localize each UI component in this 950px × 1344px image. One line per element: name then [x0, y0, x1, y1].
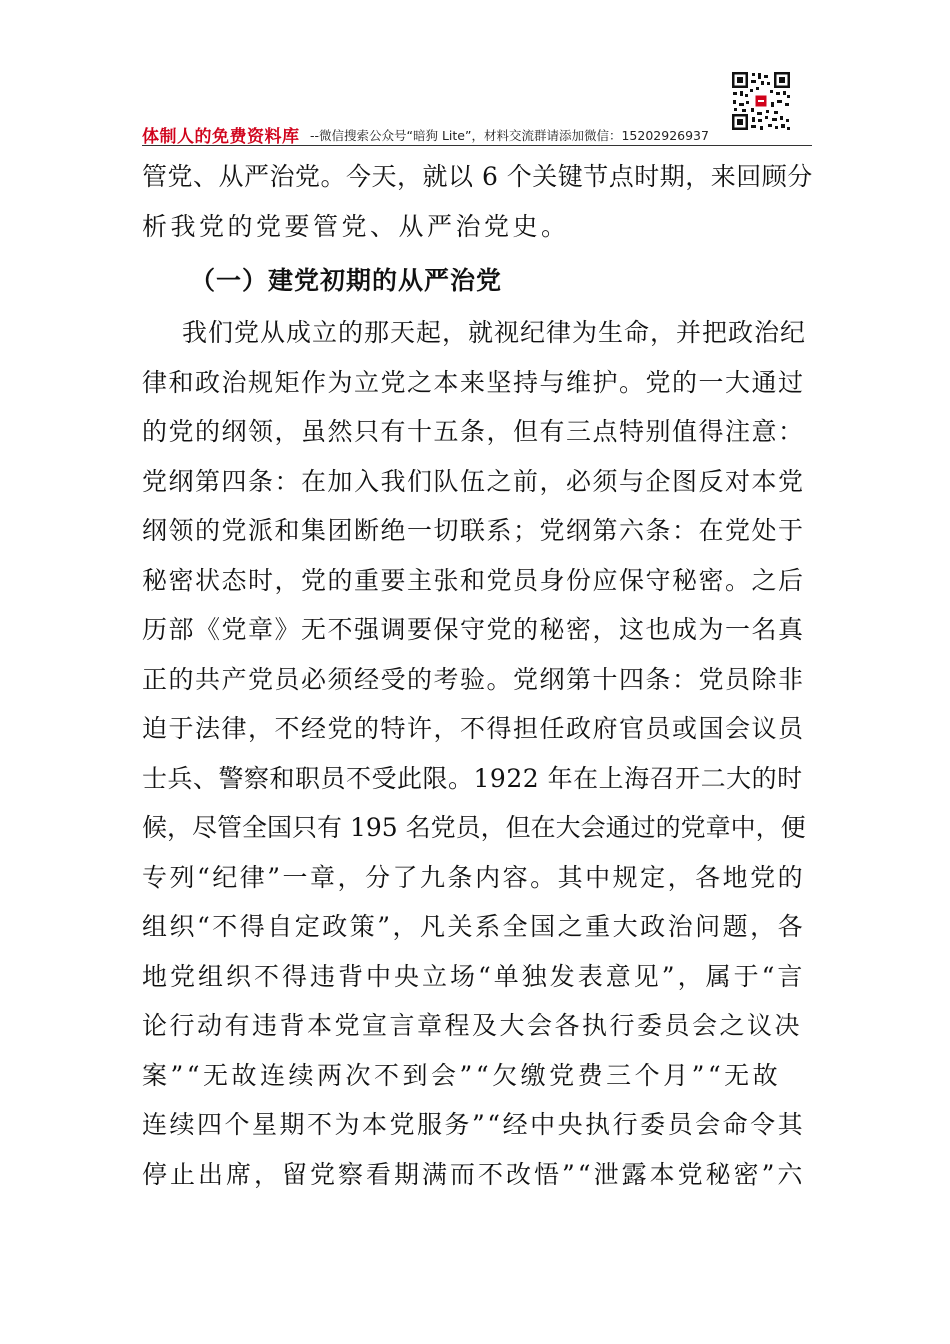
body-line: 组织“不得自定政策”，凡关系全国之重大政治问题，各 — [142, 912, 806, 941]
body-line: 士兵、警察和职员不受此限。1922 年在上海召开二大的时 — [142, 764, 803, 793]
body-line: 候，尽管全国只有 195 名党员，但在大会通过的党章中，便 — [142, 813, 806, 842]
body-line: 专列“纪律”一章，分了九条内容。其中规定，各地党的 — [142, 863, 806, 892]
body-line: 纲领的党派和集团断绝一切联系；党纲第六条：在党处于 — [142, 516, 805, 545]
body-line: 案”“无故连续两次不到会”“欠缴党费三个月”“无故 — [142, 1061, 782, 1090]
body-line: 迫于法律，不经党的特许，不得担任政府官员或国会议员 — [142, 714, 805, 743]
watermark-header — [142, 118, 812, 148]
body-line: 律和政治规矩作为立党之本来坚持与维护。党的一大通过 — [142, 368, 805, 397]
body-line: 党纲第四条：在加入我们队伍之前，必须与企图反对本党 — [142, 467, 805, 496]
body-line: 我们党从成立的那天起，就视纪律为生命，并把政治纪 — [182, 318, 807, 347]
body-line: 秘密状态时，党的重要主张和党员身份应保守秘密。之后 — [142, 566, 805, 595]
body-line: 论行动有违背本党宣言章程及大会各执行委员会之议决 — [142, 1011, 803, 1040]
section-heading: （一）建党初期的从严治党 — [190, 266, 503, 295]
body-line: 管党、从严治党。今天，就以 6 个关键节点时期，来回顾分 — [142, 162, 813, 191]
header-divider — [142, 145, 812, 146]
body-line: 停止出席，留党察看期满而不改悟”“泄露本党秘密”六 — [142, 1160, 806, 1189]
body-line: 的党的纲领，虽然只有十五条，但有三点特别值得注意： — [142, 417, 805, 446]
header-tagline: --微信搜索公众号“暗狗 Lite”，材料交流群请添加微信：15202926937 — [310, 128, 709, 143]
body-line: 连续四个星期不为本党服务”“经中央执行委员会命令其 — [142, 1110, 806, 1139]
body-line: 地党组织不得违背中央立场“单独发表意见”，属于“言 — [142, 962, 806, 991]
brand-name: 体制人的免费资料库 — [142, 127, 300, 147]
body-line: 历部《党章》无不强调要保守党的秘密，这也成为一名真 — [142, 615, 805, 644]
body-line: 正的共产党员必须经受的考验。党纲第十四条：党员除非 — [142, 665, 805, 694]
body-line: 析我党的党要管党、从严治党史。 — [142, 212, 570, 241]
